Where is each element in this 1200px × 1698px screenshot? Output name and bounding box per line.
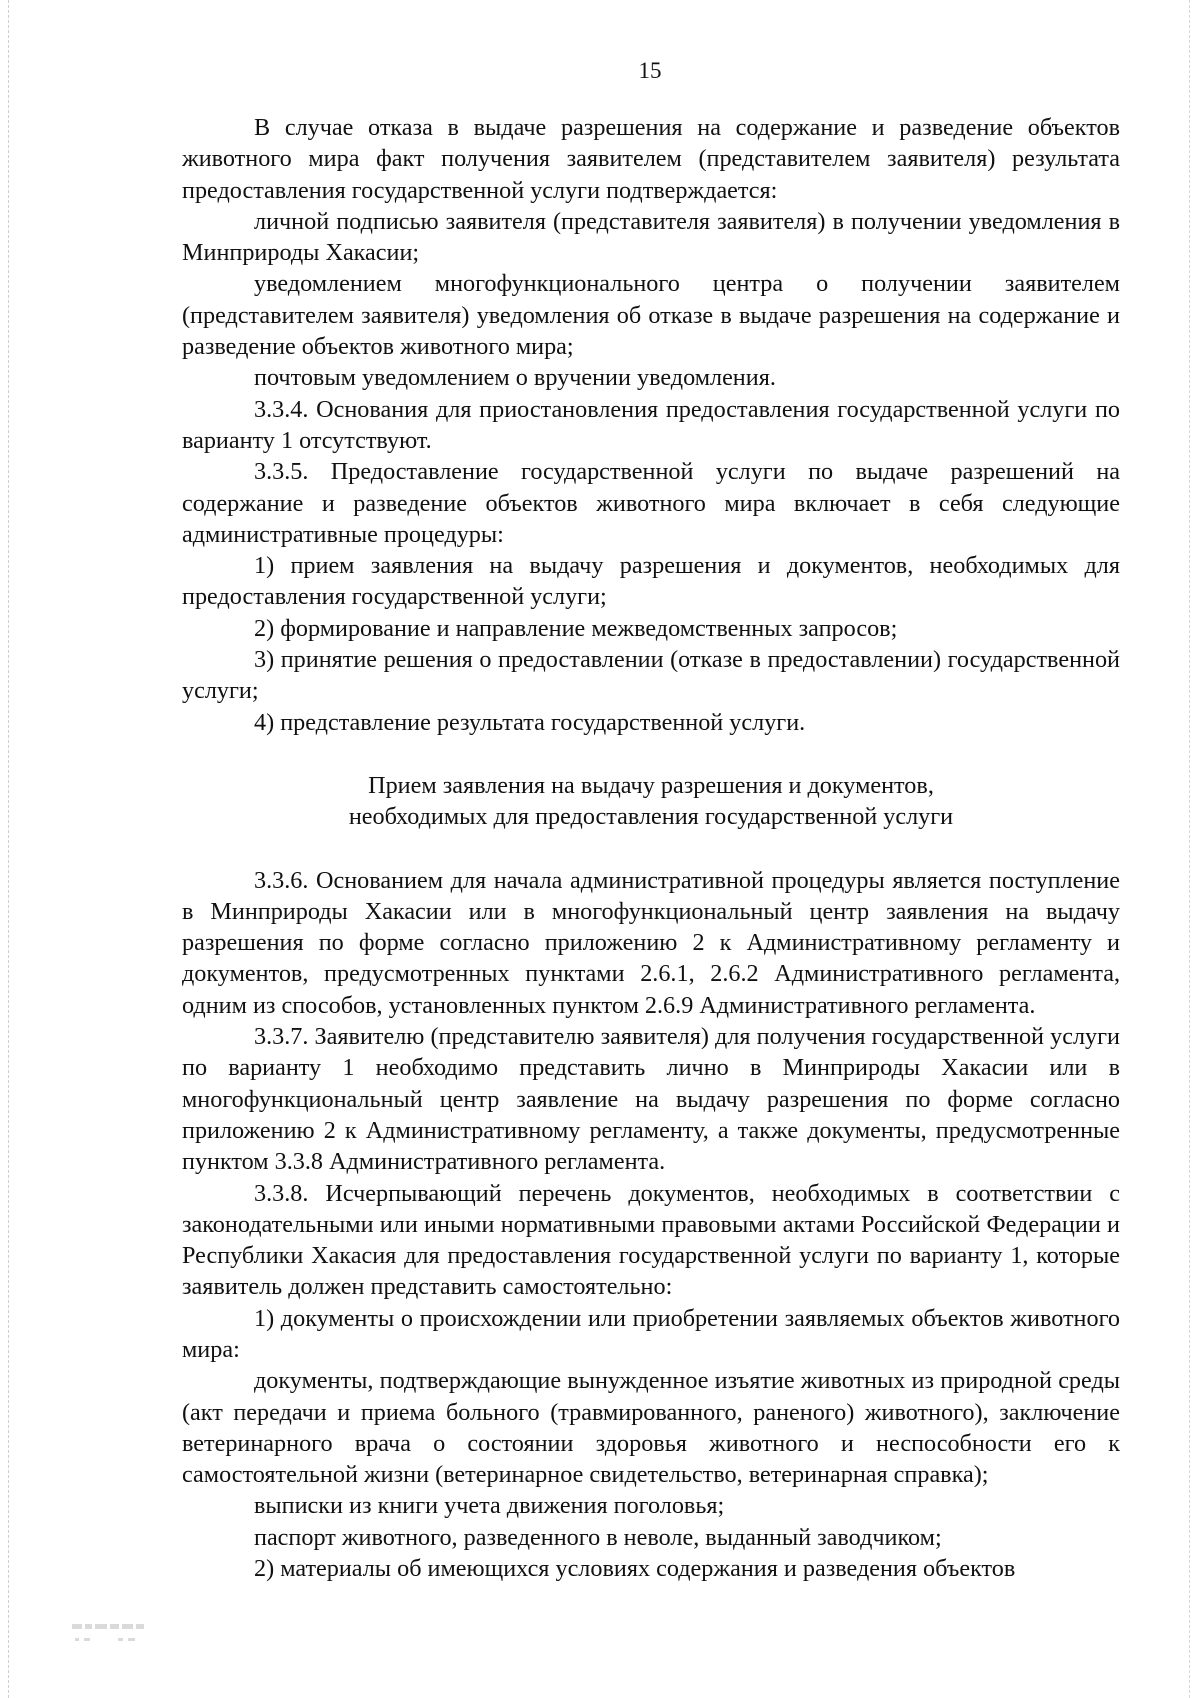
paragraph: 3.3.4. Основания для приостановления предоставления государственной услуги по варианту 1 отсутствуют.: [182, 395, 1120, 454]
list-item: 4) представление результата государственной услуги.: [254, 708, 806, 736]
scan-edge-left: [8, 0, 9, 1698]
paragraph: личной подписью заявителя (представителя заявителя) в получении уведомления в Минприроды Хакасии;: [182, 207, 1120, 267]
list-item: 1) документы о происхождении или приобретении заявляемых объектов животного мира:: [182, 1304, 1120, 1363]
paragraph: 3.3.6. Основанием для начала административной процедуры является поступление в Минприроды Хакасии или в многофункциональный центр заявления на выдачу разрешения по форме согласно приложению 2 к Административному регламенту и документов, предусмотренных пунктами 2.6.1, 2.6.2 Административного регламента, одним из способов, установленных пунктом 2.6.9 Административного регламента.: [182, 866, 1120, 1019]
section-heading-line-2: необходимых для предоставления государственной услуги: [348, 803, 954, 831]
list-item: 2) формирование и направление межведомственных запросов;: [254, 614, 898, 642]
paragraph: 3.3.7. Заявителю (представителю заявителя) для получения государственной услуги по варианту 1 необходимо представить лично в Минприроды Хакасии или в многофункциональный центр заявление на выдачу разрешения по форме согласно приложению 2 к Административному регламенту, а также документы, предусмотренные пунктом 3.3.8 Административного регламента.: [182, 1023, 1120, 1176]
paragraph: 3.3.8. Исчерпывающий перечень документов, необходимых в соответствии с законодательными или иными нормативными правовыми актами Российской Федерации и Республики Хакасия для предоставления государственной услуги по варианту 1, которые заявитель должен представить самостоятельно:: [182, 1179, 1120, 1301]
faint-scan-stamp: [70, 1620, 220, 1660]
paragraph: почтовым уведомлением о вручении уведомления.: [254, 364, 776, 392]
paragraph: 3.3.5. Предоставление государственной услуги по выдаче разрешений на содержание и разведение объектов животного мира включает в себя следующие административные процедуры:: [182, 458, 1120, 548]
scan-edge-right: [1189, 0, 1190, 1698]
paragraph: выписки из книги учета движения поголовья;: [254, 1492, 725, 1520]
list-item: 1) прием заявления на выдачу разрешения и документов, необходимых для предоставления государственной услуги;: [182, 552, 1120, 611]
paragraph: паспорт животного, разведенного в неволе, выданный заводчиком;: [254, 1523, 942, 1551]
page-number: 15: [638, 58, 662, 83]
paragraph: документы, подтверждающие вынужденное изъятие животных из природной среды (акт передачи и приема больного (травмированного, раненого) животного), заключение ветеринарного врача о состоянии здоровья животного и неспособности его к самостоятельной жизни (ветеринарное свидетельство, ветеринарная справка);: [182, 1367, 1120, 1489]
list-item: 3) принятие решения о предоставлении (отказе в предоставлении) государственной услуги;: [182, 646, 1120, 705]
paragraph: уведомлением многофункционального центра о получении заявителем (представителем заявителя) уведомления об отказе в выдаче разрешения на содержание и разведение объектов животного мира;: [182, 270, 1120, 361]
section-heading-line-1: Прием заявления на выдачу разрешения и документов,: [368, 771, 934, 799]
document-body: [182, 112, 1120, 1584]
list-item: 2) материалы об имеющихся условиях содержания и разведения объектов: [254, 1555, 1016, 1583]
paragraph: В случае отказа в выдаче разрешения на содержание и разведение объектов животного мира факт получения заявителем (представителем заявителя) результата предоставления государственной услуги подтверждается:: [182, 114, 1120, 204]
